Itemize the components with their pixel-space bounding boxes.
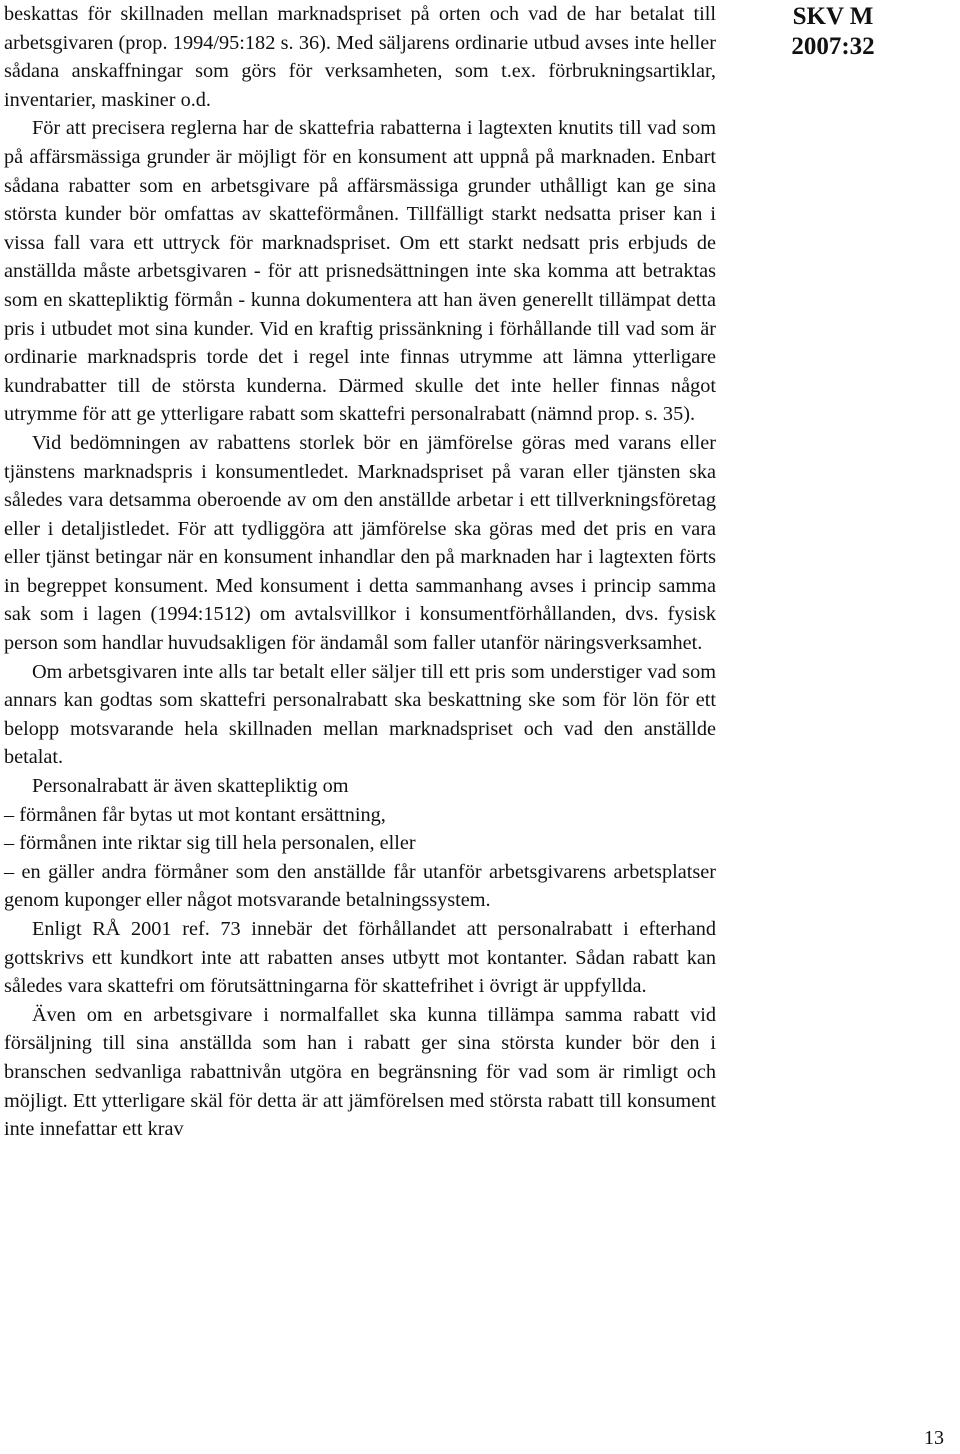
paragraph-5: Personalrabatt är även skattepliktig om — [32, 775, 349, 798]
paragraph-2: För att precisera reglerna har de skattefria rabatterna i lagtexten knutits till vad som på affärsmässiga grunder är möjligt för en konsument att uppnå på marknaden. Enbart sådana rabatter som en arbetsgivare på affärsmässiga grunder uthålligt kan ge sina största kunder bör omfattas av skatteförmånen. Tillfälligt starkt nedsatta priser kan i vissa fall vara ett uttryck för marknadspriset. Om ett starkt nedsatt pris erbjuds de anställda måste arbetsgivaren - för att prisnedsättningen inte ska komma att betraktas som en skattepliktig förmån - kunna dokumentera att han även generellt tillämpat detta pris i utbudet mot sina kunder. Vid en kraftig prissänkning i förhållande till vad som är ordinarie marknadspris torde det i regel inte finnas utrymme att lämna ytterligare kundrabatter till de största kunderna. Därmed skulle det inte heller finnas något utrymme för att ge ytterligare rabatt som skattefri personalrabatt (nämnd prop. s. 35). — [4, 117, 716, 426]
paragraph-7: Även om en arbetsgivare i normalfallet ska kunna tillämpa samma rabatt vid försäljning till sina anställda som han i rabatt ger sina största kunder bör den i branschen sedvanliga rabattnivån utgöra en begränsning för vad som är rimligt och möjligt. Ett ytterligare skäl för detta är att jämförelsen med största rabatt till konsument inte innefattar ett krav — [4, 1003, 716, 1141]
document-number: 2007:32 — [791, 33, 875, 60]
paragraph-6: Enligt RÅ 2001 ref. 73 innebär det förhållandet att personalrabatt i efterhand gottskrivs ett kundkort inte att rabatten anses utbytt mot kontanter. Sådan rabatt kan således vara skattefri om förutsättningarna för skattefrihet i övrigt är uppfyllda. — [4, 918, 716, 998]
document-series: SKV M — [792, 3, 874, 30]
list-item: – förmånen inte riktar sig till hela personalen, eller — [4, 832, 416, 855]
dash-list — [4, 801, 716, 915]
list-item: – en gäller andra förmåner som den anställde får utanför arbetsgivarens arbetsplatser genom kuponger eller något motsvarande betalningssystem. — [4, 860, 716, 912]
paragraph-3: Vid bedömningen av rabattens storlek bör en jämförelse göras med varans eller tjänstens marknadspris i konsumentledet. Marknadspriset på varan eller tjänsten ska således vara detsamma oberoende av om den anställde arbetar i ett tillverkningsföretag eller i detaljistledet. För att tydliggöra att jämförelse ska göras med det pris en vara eller tjänst betingar när en konsument inhandlar den på marknaden har i lagtexten förts in begreppet konsument. Med konsument i detta sammanhang avses i princip samma sak som i lagen (1994:1512) om avtalsvillkor i konsumentförhållanden, dvs. fysisk person som handlar huvudsakligen för ändamål som faller utanför näringsverksamhet. — [4, 431, 716, 655]
paragraph-4: Om arbetsgivaren inte alls tar betalt eller säljer till ett pris som understiger vad som annars kan godtas som skattefri personalrabatt ska beskattning ske som för lön för ett belopp motsvarande hela skillnaden mellan marknadspriset och vad den anställde betalat. — [4, 660, 716, 769]
document-body — [4, 0, 716, 1144]
paragraph-1: beskattas för skillnaden mellan marknadspriset på orten och vad de har betalat till arbetsgivaren (prop. 1994/95:182 s. 36). Med säljarens ordinarie utbud avses inte heller sådana anskaffningar som görs för verksamheten, som t.ex. förbrukningsartiklar, inventarier, maskiner o.d. — [4, 3, 716, 111]
page-number: 13 — [924, 1427, 944, 1449]
list-item: – förmånen får bytas ut mot kontant ersättning, — [4, 803, 386, 826]
document-reference — [778, 2, 888, 62]
